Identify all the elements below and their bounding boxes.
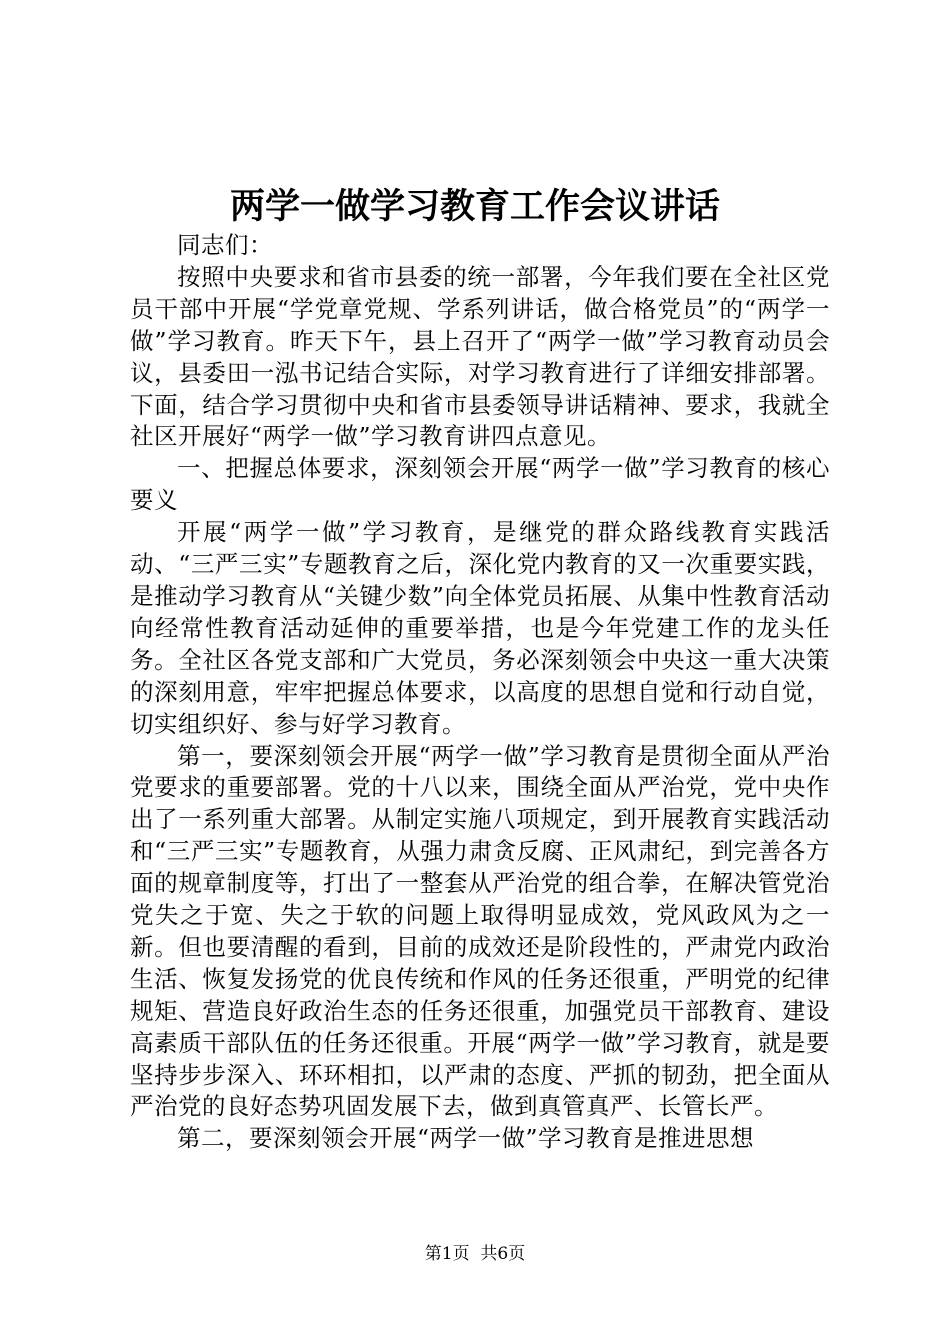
paragraph-intro: 按照中央要求和省市县委的统一部署，今年我们要在全社区党员干部中开展“学党章党规、学系列讲话，做合格党员”的“两学一做”学习教育。昨天下午，县上召开了“两学一做”学习教育动员会议，县委田一泓书记结合实际，对学习教育进行了详细安排部署。下面，结合学习贯彻中央和省市县委领导讲话精神、要求，我就全社区开展好“两学一做”学习教育讲四点意见。 [130, 262, 830, 451]
page-footer [0, 1242, 950, 1266]
page-total: 共6页 [480, 1244, 526, 1264]
document-title: 两学一做学习教育工作会议讲话 [229, 186, 720, 227]
section-heading-one: 一、把握总体要求，深刻领会开展“两学一做”学习教育的核心要义 [130, 454, 830, 515]
document-body [130, 230, 830, 1155]
paragraph-point-two: 第二，要深刻领会开展“两学一做”学习教育是推进思想 [177, 1124, 755, 1153]
paragraph-overview: 开展“两学一做”学习教育，是继党的群众路线教育实践活动、“三严三实”专题教育之后，深化党内教育的又一次重要实践，是推动学习教育从“关键少数”向全体党员拓展、从集中性教育活动向经常性教育活动延伸的重要举措，也是今年党建工作的龙头任务。全社区各党支部和广大党员，务必深刻领会中央这一重大决策的深刻用意，牢牢把握总体要求，以高度的思想自觉和行动自觉，切实组织好、参与好学习教育。 [130, 518, 830, 738]
paragraph-point-one: 第一，要深刻领会开展“两学一做”学习教育是贯彻全面从严治党要求的重要部署。党的十八以来，围绕全面从严治党，党中央作出了一系列重大部署。从制定实施八项规定，到开展教育实践活动和“三严三实”专题教育，从强力肃贪反腐、正风肃纪，到完善各方面的规章制度等，打出了一整套从严治党的组合拳，在解决管党治党失之于宽、失之于软的问题上取得明显成效，党风政风为之一新。但也要清醒的看到，目前的成效还是阶段性的，严肃党内政治生活、恢复发扬党的优良传统和作风的任务还很重，严明党的纪律规矩、营造良好政治生态的任务还很重，加强党员干部教育、建设高素质干部队伍的任务还很重。开展“两学一做”学习教育，就是要坚持步步深入、环环相扣，以严肃的态度、严抓的韧劲，把全面从严治党的良好态势巩固发展下去，做到真管真严、长管长严。 [130, 741, 830, 1121]
page-number: 第1页 [424, 1244, 470, 1264]
paragraph-salutation: 同志们： [177, 231, 273, 259]
